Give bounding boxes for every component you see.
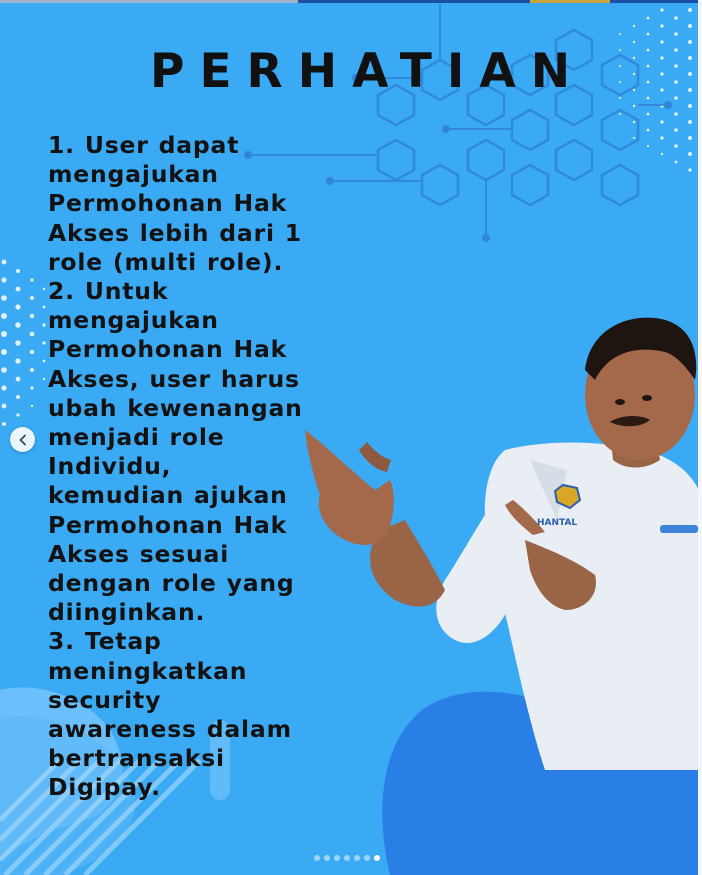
carousel-dot[interactable]	[334, 855, 340, 861]
carousel-pagination-dots	[314, 855, 380, 861]
carousel-dot[interactable]	[324, 855, 330, 861]
presenter-person-illustration	[295, 310, 702, 870]
halftone-dots-left	[1, 260, 46, 426]
page-title: PERHATIAN	[150, 44, 586, 99]
notice-item-3: 3. Tetap meningkatkan security awareness dalam bertransaksi Digipay.	[48, 627, 292, 802]
notice-item-1: 1. User dapat mengajukan Permohonan Hak Akses lebih dari 1 role (multi role).	[48, 131, 302, 276]
chevron-left-icon	[17, 434, 29, 446]
notice-body	[48, 131, 310, 803]
carousel-prev-button[interactable]	[10, 427, 35, 452]
carousel-dot[interactable]	[374, 855, 380, 861]
carousel-dot[interactable]	[314, 855, 320, 861]
carousel-dot[interactable]	[364, 855, 370, 861]
notice-item-2: 2. Untuk mengajukan Permohonan Hak Akses, user harus ubah kewenangan menjadi role Individu, kemudian ajukan Permohonan Hak Akses sesuai dengan role yang diinginkan.	[48, 277, 303, 627]
right-edge-strip	[698, 0, 702, 875]
circuit-lines	[248, 4, 668, 238]
carousel-dot[interactable]	[354, 855, 360, 861]
shirt-logo-text: HANTAL	[537, 518, 578, 528]
carousel-dot[interactable]	[344, 855, 350, 861]
